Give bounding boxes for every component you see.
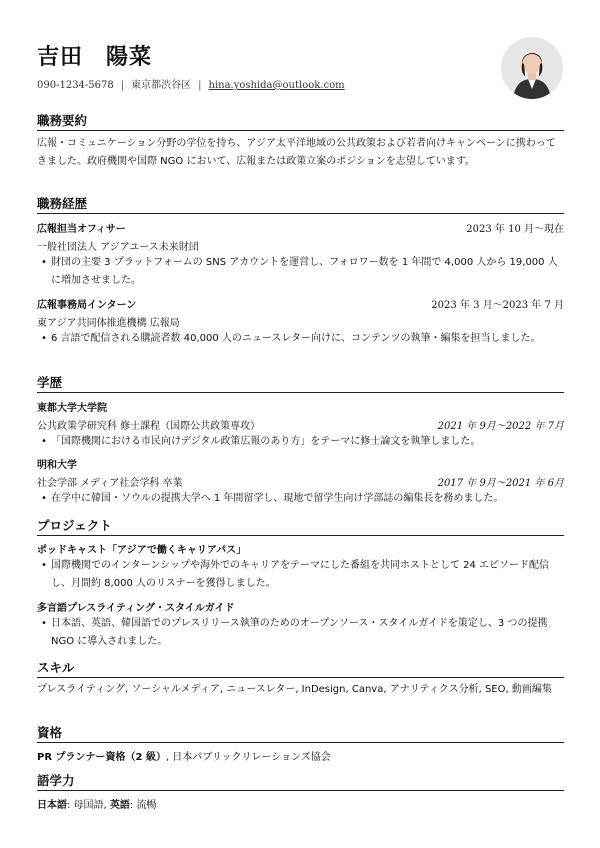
projects-heading: プロジェクト <box>37 518 112 533</box>
school-name: 東都大学大学院 <box>37 403 107 414</box>
language-name: 日本語 <box>37 800 67 811</box>
bullet-dot: • <box>41 618 47 629</box>
certification-issuer: , 日本パブリックリレーションズ協会 <box>165 752 331 763</box>
languages-line <box>37 796 564 811</box>
project-name: ポッドキャスト「アジアで働くキャリアパス」 <box>37 545 247 556</box>
bullet-dot: • <box>41 436 47 447</box>
job-dates: 2023 年 3 月〜2023 年 7 月 <box>431 300 564 311</box>
location: 東京都渋谷区 <box>131 80 192 91</box>
job-bullet: • 6 言語で配信される購読者数 40,000 人のニュースレター向けに、コンテンツの執筆・編集を担当しました。 <box>37 330 564 348</box>
separator: | <box>120 80 125 91</box>
separator: | <box>198 80 202 91</box>
email-link[interactable]: hina.yoshida@outlook.com <box>208 80 345 91</box>
section-divider <box>37 790 564 791</box>
education-item-header <box>37 456 564 471</box>
education-degree-row <box>37 474 564 489</box>
bullet-dot: • <box>41 560 47 571</box>
certification-name: PR プランナー資格（2 級） <box>37 752 166 763</box>
languages-heading: 語学力 <box>37 773 75 788</box>
project-item-header <box>37 599 564 614</box>
certifications-heading: 資格 <box>37 725 63 740</box>
skills-text: プレスライティング, ソーシャルメディア, ニュースレター, InDesign, Canva, アナリティクス分析, SEO, 動画編集 <box>37 684 552 695</box>
school-name: 明和大学 <box>37 460 77 471</box>
degree: 公共政策学研究科 修士課程（国際公共政策専攻） <box>37 421 261 432</box>
certification-item <box>37 748 564 763</box>
section-divider <box>37 213 564 214</box>
education-dates: 2017 年 9月〜2021 年 6月 <box>437 478 564 489</box>
experience-item-header <box>37 296 564 311</box>
project-bullet: • 日本語、英語、韓国語でのプレスリリース執筆のためのオープンソース・スタイルガイドを策定し、3 つの提携 NGO に導入されました。 <box>37 615 564 651</box>
experience-item-header <box>37 220 564 235</box>
project-bullet: • 国際機関でのインターンシップや海外でのキャリアをテーマにした番組を共同ホストとして 24 エピソード配信し、月間約 8,000 人のリスナーを獲得しました。 <box>37 557 564 593</box>
language-name: 英語 <box>109 800 130 811</box>
profile-photo <box>501 37 563 99</box>
degree: 社会学部 メディア社会学科 卒業 <box>37 478 183 489</box>
education-dates: 2021 年 9月〜2022 年 7月 <box>437 421 564 432</box>
education-heading: 学歴 <box>37 375 63 390</box>
education-bullet: • 「国際機関における市民向けデジタル政策広報のあり方」をテーマに修士論文を執筆しました。 <box>37 433 564 451</box>
section-divider <box>37 130 564 131</box>
project-name: 多言語プレスライティング・スタイルガイド <box>37 603 235 614</box>
experience-heading: 職務経歴 <box>37 196 88 211</box>
job-organization: 東アジア共同体推進機構 広報局 <box>37 318 180 329</box>
phone-number: 090-1234-5678 <box>37 80 114 91</box>
section-divider <box>37 742 564 743</box>
bullet-dot: • <box>41 333 47 344</box>
bullet-dot: • <box>41 493 47 504</box>
education-bullet: • 在学中に韓国・ソウルの提携大学へ 1 年間留学し、現地で留学生向け学部誌の編集長を務めました。 <box>37 490 564 508</box>
education-item-header <box>37 399 564 414</box>
section-divider <box>37 392 564 393</box>
section-divider <box>37 677 564 678</box>
section-divider <box>37 535 564 536</box>
profile-photo-image <box>501 37 563 99</box>
job-role: 広報担当オフィサー <box>37 224 126 235</box>
candidate-name: 吉田 陽菜 <box>37 45 153 70</box>
job-dates: 2023 年 10 月〜現在 <box>466 224 564 235</box>
job-organization: 一般社団法人 アジアユース未来財団 <box>37 242 199 253</box>
job-bullet: • 財団の主要 3 プラットフォームの SNS アカウントを運営し、フォロワー数を 1 年間で 4,000 人から 19,000 人に増加させました。 <box>37 254 564 290</box>
education-degree-row <box>37 417 564 432</box>
job-role: 広報事務局インターン <box>37 300 137 311</box>
project-item-header <box>37 541 564 556</box>
contact-line <box>37 76 345 91</box>
language-level: : 流暢 <box>129 800 157 811</box>
summary-heading: 職務要約 <box>37 113 88 128</box>
language-level: : 母国語, <box>67 800 110 811</box>
skills-heading: スキル <box>37 660 75 675</box>
bullet-dot: • <box>41 257 47 268</box>
summary-text: 広報・コミュニケーション分野の学位を持ち、アジア太平洋地域の公共政策および若者向けキャンペーンに携わってきました。政府機関や国際 NGO において、広報または政策立案のポジションを志望しています。 <box>37 138 556 167</box>
